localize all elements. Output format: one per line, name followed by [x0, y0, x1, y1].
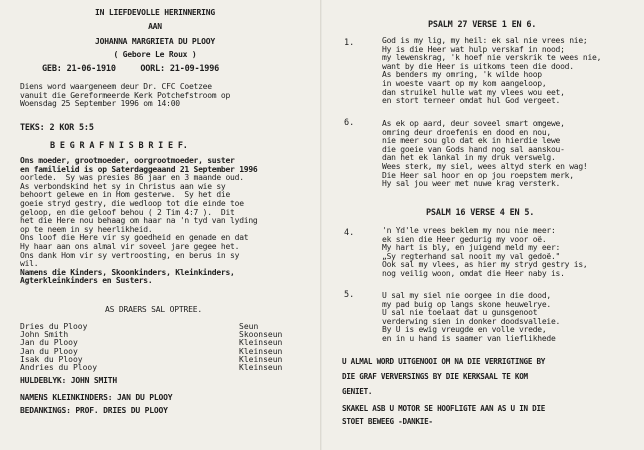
verse-line: my lewenskrag, 'k hoef nie verskrik te wees nie, — [382, 53, 602, 63]
letter-line: wil. — [20, 259, 39, 269]
verse-line: nog veilig woon, omdat die Heer naby is. — [382, 268, 565, 278]
service-line: Woensdag 25 September 1996 om 14:00 — [20, 99, 180, 109]
verse-line: dan het ek lankal in my druk verswelg. — [382, 153, 556, 163]
letter-line: het die Here nou behaag om haar na 'n tyd van lyding — [20, 216, 258, 226]
verse-line: die goeie van Gods hand nog sal aanskou- — [382, 144, 565, 154]
thanks-line: BEDANKINGS: PROF. DRIES DU PLOOY — [20, 406, 168, 415]
verse-line: Wees sterk, my siel, wees altyd sterk en wag! — [382, 161, 588, 171]
verse-line: As ek op aard, deur soveel smart omgewe, — [382, 119, 565, 128]
invitation-line: GENIET. — [342, 387, 373, 396]
service-details — [20, 83, 230, 109]
scripture-text: TEKS: 2 KOR 5:5 — [20, 123, 94, 133]
heading-line-1: IN LIEFDEVOLLE HERINNERING — [94, 8, 216, 17]
bearer-name: Jan du Plooy — [20, 346, 78, 356]
section-title: B E G R A F N I S B R I E F. — [50, 141, 188, 151]
grandchildren-line: NAMENS KLEINKINDERS: JAN DU PLOOY — [20, 393, 173, 402]
bearer-name: Dries du Plooy — [20, 322, 88, 331]
verse-line: dan struikel hulle wat my vlees wou eet, — [382, 87, 565, 97]
verse-line: nie meer sou glo dat ek in hierdie lewe — [382, 136, 561, 146]
bearer-relation: Kleinseun — [239, 363, 283, 373]
psalm16-title: PSALM 16 VERSE 4 EN 5. — [426, 208, 535, 218]
psalm27-verse1 — [382, 37, 601, 106]
bearer-name: Andries du Plooy — [20, 363, 98, 373]
invitation-line: DIE GRAF VERVERSINGS BY DIE KERKSAAL TE KOM — [342, 372, 528, 381]
closing-notice — [342, 402, 545, 428]
heading-line-2: AAN — [148, 22, 162, 31]
verse-line: in woeste vaart op my kom aangeloop, — [382, 78, 547, 88]
verse-line: U sal nie toelaat dat u gunsgenoot — [382, 308, 538, 318]
letter-line: As verbondskind het sy in Christus aan wie sy — [20, 181, 226, 191]
verse-line: want by die Heer is uitkoms teen die dood. — [382, 61, 574, 71]
letter-line: op te neem in sy heerlikheid. — [20, 224, 153, 234]
verse-line: Hy sal jou weer met nuwe krag versterk. — [382, 179, 561, 189]
bearer-relation: Kleinseun — [239, 338, 283, 348]
verse-line: Die Heer sal hoor en op jou roepstem merk, — [382, 170, 574, 180]
psalm27-title: PSALM 27 VERSE 1 EN 6. — [428, 20, 537, 30]
bearer-relation: Kleinseun — [239, 354, 283, 364]
letter-line: en familielid is op Saterdaggeaand 21 September 1996 — [20, 164, 258, 174]
letter-line: Ons dank Hom vir sy vertroosting, en berus in sy — [20, 250, 240, 260]
invitation — [342, 354, 545, 399]
maiden-name: ( Gebore Le Roux ) — [113, 50, 197, 59]
bearer-relation: Kleinseun — [239, 346, 283, 356]
verse-line: en stort terneer omdat hul God vergeet. — [382, 96, 561, 106]
bearer-relation: Seun — [239, 322, 259, 331]
verse-line: en in u hand is saamer van lieflikhede — [382, 333, 556, 343]
verse-line: „Sy regterhand sal nooit my val gedoë." — [382, 251, 561, 261]
service-line: vanuit die Gereformeerde Kerk Potchefstroom op — [20, 90, 231, 100]
verse-line: my pad buig op langs skone heuwelrye. — [382, 299, 551, 309]
verse-line: 'n Yd'le vrees beklem my nou nie meer: — [382, 226, 556, 235]
letter-line: Ons loof die Here vir sy goedheid en genade en dat — [20, 233, 249, 243]
verse-line: As benders my omring, 'k wilde hoop — [382, 70, 542, 80]
verse-line: verderwing sien in donker doodsvalleie. — [382, 316, 561, 326]
psalm16-verse4 — [382, 227, 588, 279]
letter-line: oorlede. Sy was presies 86 jaar en 3 maande oud. — [20, 173, 244, 183]
letter-line: Hy haar aan ons almal vir soveel jare gegee het. — [20, 241, 240, 251]
letter-line: Namens die Kinders, Skoonkinders, Kleinkinders, — [20, 267, 235, 277]
verse-line: Ook sal my vlees, as hier my stryd gestry is, — [382, 260, 588, 270]
letter-line: Agterkleinkinders en Susters. — [20, 276, 153, 286]
funeral-letter — [20, 157, 257, 286]
invitation-line: U ALMAL WORD UITGENOOI OM NA DIE VERRIGTINGE BY — [342, 357, 546, 366]
verse-line: God is my lig, my heil: ek sal nie vrees nie; — [382, 36, 588, 45]
psalm16-verse5 — [382, 292, 560, 344]
bearer-name: Jan du Plooy — [20, 338, 78, 348]
closing-line: STOET BEWEEG -DANKIE- — [342, 417, 433, 426]
verse-line: My hart is bly, en juigend meld my eer: — [382, 243, 561, 253]
bearers-list — [20, 323, 282, 372]
verse-line: By U is ewig vreugde en volle vrede, — [382, 325, 547, 335]
letter-line: Ons moeder, grootmoeder, oorgrootmoeder, suster — [20, 156, 235, 165]
verse-line: Hy is die Heer wat hulp verskaf in nood; — [382, 44, 565, 54]
bearer-row — [20, 364, 282, 372]
closing-line: SKAKEL ASB U MOTOR SE HOOFLIGTE AAN AS U IN DIE — [342, 404, 546, 413]
psalm27-verse6 — [382, 120, 588, 189]
letter-line: geloop, en die geloof behou ( 2 Tim 4:7 ). Dit — [20, 207, 235, 217]
right-page — [322, 0, 644, 450]
bearer-name: Isak du Plooy — [20, 354, 83, 364]
verse-number: 6. — [344, 118, 355, 128]
birth-death-dates: GEB: 21-06-1910 OORL: 21-09-1996 — [42, 64, 220, 74]
verse-number: 4. — [344, 228, 355, 238]
verse-number: 1. — [344, 38, 355, 48]
bearers-title: AS DRAERS SAL OPTREE. — [105, 305, 202, 314]
service-line: Diens word waargeneem deur Dr. CFC Coetzee — [20, 82, 212, 91]
verse-line: omring deur droefenis en dood en nou, — [382, 127, 551, 137]
letter-line: goeie stryd gestry, die wedloop tot die einde toe — [20, 198, 244, 208]
deceased-name: JOHANNA MARGRIETA DU PLOOY — [94, 37, 216, 46]
tribute-line: HULDEBLYK: JOHN SMITH — [20, 376, 117, 385]
letter-line: behoort gelewe en in Hom gesterwe. Sy het die — [20, 190, 231, 200]
verse-line: ek sien die Heer gedurig my voor oë. — [382, 234, 547, 244]
verse-line: U sal my siel nie oorgee in die dood, — [382, 291, 551, 300]
verse-number: 5. — [344, 290, 355, 300]
bearer-name: John Smith — [20, 330, 69, 340]
bearer-relation: Skoonseun — [239, 330, 283, 340]
